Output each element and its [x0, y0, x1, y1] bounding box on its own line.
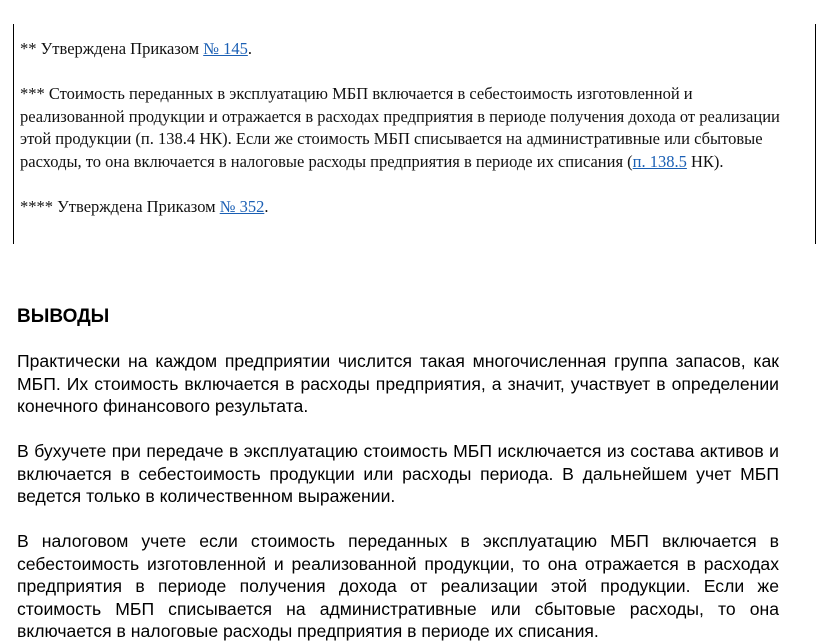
order-145-link[interactable]: № 145 — [203, 39, 248, 58]
order-352-link[interactable]: № 352 — [219, 196, 265, 216]
conclusions-heading: ВЫВОДЫ — [17, 306, 110, 327]
footnote-3: *** Стоимость переданных в эксплуатацию МБП включается в себестоимость изготовленной и реализованной продукции и отражается в расходах предприятия в периоде получения дохода от реализации этой продукции (п. 138.4 НК). Если же стоимость МБП списывается на административные или сбытовые расходы, то она включается в налоговые расходы предприятия в периоде их списания (п. 138.5 НК). — [20, 84, 780, 171]
conclusion-paragraph-2: В бухучете при передаче в эксплуатацию стоимость МБП исключается из состава активов и включается в себестоимость продукции или расходы периода. В дальнейшем учет МБП ведется только в количественном выражении. — [17, 441, 779, 506]
footnotes-block — [13, 24, 816, 244]
conclusion-paragraph-1: Практически на каждом предприятии числится такая многочисленная группа запасов, как МБП. Их стоимость включается в расходы предприятия, а значит, участвует в определении конечного финансового результата. — [17, 351, 779, 416]
conclusions-section — [17, 302, 779, 643]
footnote-4: **** Утверждена Приказом № 352. — [20, 196, 269, 216]
footnote-2: ** Утверждена Приказом № 145. — [20, 39, 252, 58]
tax-code-138-5-link[interactable]: п. 138.5 — [632, 151, 687, 171]
conclusion-paragraph-3: В налоговом учете если стоимость переданных в эксплуатацию МБП включается в себестоимость изготовленной и реализованной продукции, то она отражается в расходах предприятия в периоде получения дохода от реализации этой продукции. Если же стоимость МБП списывается на административные или сбытовые расходы, то она включается в налоговые расходы предприятия в периоде их списания. — [17, 531, 779, 641]
